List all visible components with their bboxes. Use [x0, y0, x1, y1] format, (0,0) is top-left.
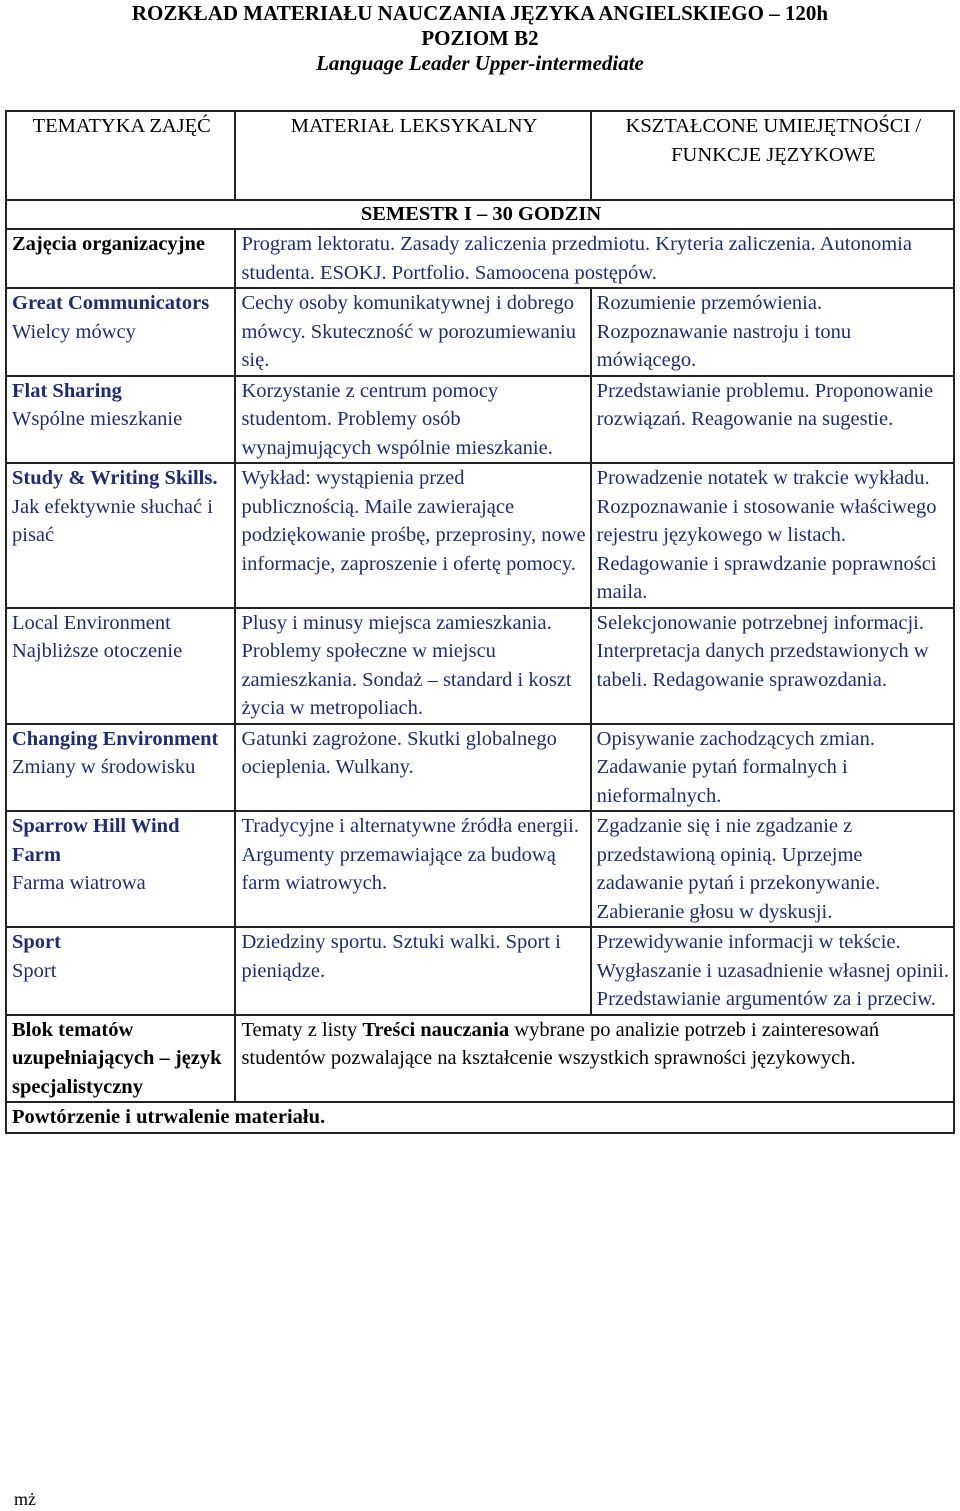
- topic-cell: [6, 1015, 235, 1103]
- document-coursebook: Language Leader Upper-intermediate: [316, 51, 644, 75]
- topic-cell: [6, 608, 235, 724]
- topic-cell: [6, 229, 235, 288]
- topic-subtitle: Wspólne mieszkanie: [12, 408, 183, 430]
- topic-subtitle: Local Environment Najbliższe otoczenie: [12, 611, 183, 662]
- document-level: POZIOM B2: [421, 26, 539, 50]
- topic-title: Blok tematów uzupełniających – język specjalistyczny: [12, 1018, 222, 1098]
- semester-row: [6, 200, 954, 229]
- review-row: [6, 1102, 954, 1133]
- syllabus-table: [5, 110, 955, 1134]
- topic-title: Flat Sharing: [12, 379, 122, 402]
- merged-cell: [235, 1015, 954, 1103]
- table-row: [6, 376, 954, 464]
- lexis-cell: Tradycyjne i alternatywne źródła energii. Argumenty przemawiające za budową farm wiatrowych.: [235, 811, 590, 927]
- skills-cell: Przewidywanie informacji w tekście. Wygłaszanie i uzasadnienie własnej opinii. Przedstawianie argumentów za i przeciw.: [591, 927, 954, 1015]
- topic-title: Study & Writing Skills.: [12, 467, 218, 489]
- merged-cell: Program lektoratu. Zasady zaliczenia przedmiotu. Kryteria zaliczenia. Autonomia studenta. ESOKJ. Portfolio. Samoocena postępów.: [235, 229, 954, 288]
- lexis-cell: Cechy osoby komunikatywnej i dobrego mówcy. Skuteczność w porozumiewaniu się.: [235, 288, 590, 376]
- lexis-cell: Dziedziny sportu. Sztuki walki. Sport i pieniądze.: [235, 927, 590, 1015]
- column-header-topic: TEMATYKA ZAJĘĆ: [6, 111, 235, 200]
- footer-initials: mż: [14, 1489, 36, 1509]
- topic-cell: [6, 463, 235, 608]
- topic-cell: [6, 927, 235, 1015]
- topic-title: Sparrow Hill Wind Farm: [12, 815, 180, 866]
- topic-subtitle: Farma wiatrowa: [12, 872, 146, 894]
- topic-cell: [6, 724, 235, 812]
- column-header-lexis: MATERIAŁ LEKSYKALNY: [235, 111, 590, 200]
- document-header: [0, 0, 960, 76]
- skills-cell: Przedstawianie problemu. Proponowanie rozwiązań. Reagowanie na sugestie.: [591, 376, 954, 464]
- table-row: [6, 288, 954, 376]
- table-row: [6, 724, 954, 812]
- table-row: [6, 927, 954, 1015]
- topic-cell: [6, 288, 235, 376]
- skills-cell: Rozumienie przemówienia. Rozpoznawanie nastroju i tonu mówiącego.: [591, 288, 954, 376]
- table-row: [6, 229, 954, 288]
- topic-subtitle: Zmiany w środowisku: [12, 756, 196, 778]
- column-header-skills: KSZTAŁCONE UMIEJĘTNOŚCI / FUNKCJE JĘZYKOWE: [591, 111, 954, 200]
- topic-subtitle: Jak efektywnie słuchać i pisać: [12, 495, 213, 546]
- skills-cell: Opisywanie zachodzących zmian. Zadawanie pytań formalnych i nieformalnych.: [591, 724, 954, 812]
- lexis-cell: Korzystanie z centrum pomocy studentom. Problemy osób wynajmujących wspólnie mieszkanie.: [235, 376, 590, 464]
- topic-subtitle: Sport: [12, 959, 57, 982]
- merged-text-pre: Tematy z listy: [241, 1018, 363, 1041]
- table-row: [6, 608, 954, 724]
- review-label: Powtórzenie i utrwalenie materiału.: [6, 1102, 954, 1133]
- merged-text-post: wybrane po analizie potrzeb i zainteresowań studentów pozwalające na kształcenie wszystkich sprawności językowych.: [241, 1018, 880, 1069]
- lexis-cell: Plusy i minusy miejsca zamieszkania. Problemy społeczne w miejscu zamieszkania. Sondaż – standard i koszt życia w metropoliach.: [235, 608, 590, 724]
- table-row: [6, 1015, 954, 1103]
- topic-title: Changing Environment: [12, 727, 219, 750]
- table-row: [6, 811, 954, 927]
- topic-title: Great Communicators: [12, 292, 210, 314]
- skills-cell: Prowadzenie notatek w trakcie wykładu. Rozpoznawanie i stosowanie właściwego rejestru językowego w listach. Redagowanie i sprawdzanie poprawności maila.: [591, 463, 954, 608]
- skills-cell: Selekcjonowanie potrzebnej informacji. Interpretacja danych przedstawionych w tabeli. Redagowanie sprawozdania.: [591, 608, 954, 724]
- semester-label: SEMESTR I – 30 GODZIN: [6, 200, 954, 229]
- skills-cell: Zgadzanie się i nie zgadzanie z przedstawioną opinią. Uprzejme zadawanie pytań i przekonywanie. Zabieranie głosu w dyskusji.: [591, 811, 954, 927]
- topic-title: Sport: [12, 931, 61, 953]
- lexis-cell: Gatunki zagrożone. Skutki globalnego ocieplenia. Wulkany.: [235, 724, 590, 812]
- column-header-row: [6, 111, 954, 200]
- topic-title: Zajęcia organizacyjne: [12, 233, 205, 255]
- topic-cell: [6, 376, 235, 464]
- topic-subtitle: Wielcy mówcy: [12, 320, 136, 343]
- topic-cell: [6, 811, 235, 927]
- lexis-cell: Wykład: wystąpienia przed publicznością. Maile zawierające podziękowanie prośbę, przeprosiny, nowe informacje, zaproszenie i ofertę pomocy.: [235, 463, 590, 608]
- table-row: [6, 463, 954, 608]
- merged-text-bold: Treści nauczania: [362, 1018, 510, 1041]
- document-title: ROZKŁAD MATERIAŁU NAUCZANIA JĘZYKA ANGIELSKIEGO – 120h: [131, 1, 829, 25]
